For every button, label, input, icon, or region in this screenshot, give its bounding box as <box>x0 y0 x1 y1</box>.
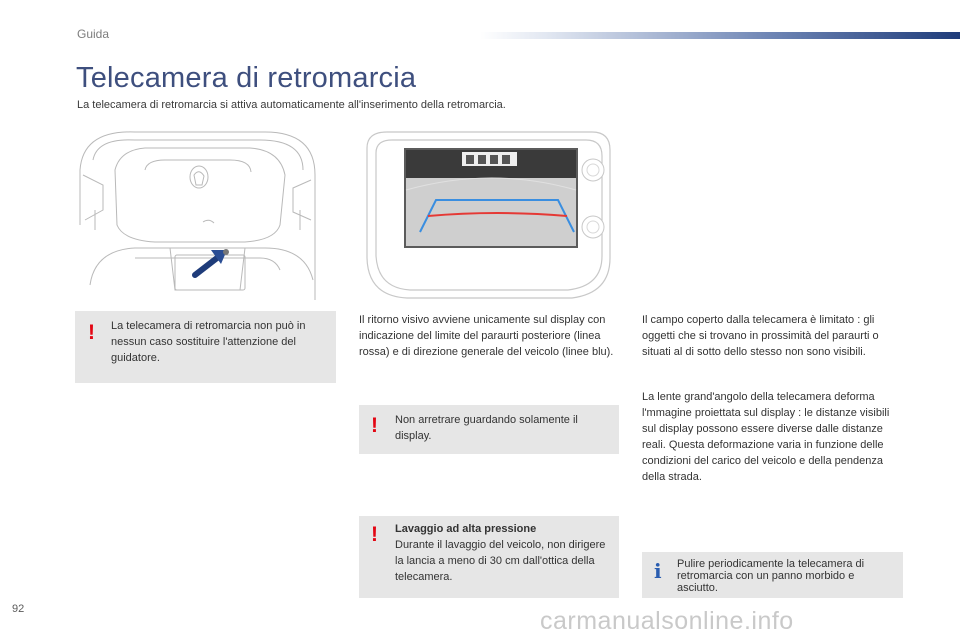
warning-heading: Lavaggio ad alta pressione <box>395 523 537 535</box>
info-icon: i <box>654 559 662 583</box>
paragraph-wide-angle-lens: La lente grand'angolo della telecamera deforma l'mmagine proiettata sul display : le distanze visibili sul display possono essere diverse dalle distanze reali. Questa deformazione varia in funzione delle condizioni del carico del veicolo e della pendenza della strada. <box>642 391 890 483</box>
car-rear-illustration <box>75 130 320 305</box>
page-title: Telecamera di retromarcia <box>76 62 417 94</box>
page-number: 92 <box>12 603 25 615</box>
warning-text: Non arretrare guardando solamente il display. <box>395 414 578 442</box>
warning-box-attention <box>75 311 336 383</box>
watermark: carmanualsonline.info <box>540 607 794 635</box>
warning-box-display <box>359 405 619 454</box>
warning-text: Durante il lavaggio del veicolo, non dirigere la lancia a meno di 30 cm dall'ottica della telecamera. <box>395 539 606 583</box>
warning-icon: ! <box>371 523 378 546</box>
paragraph-display-guides: Il ritorno visivo avviene unicamente sul display con indicazione del limite del paraurti posteriore (linea rossa) e di direzione generale del veicolo (linee blu). <box>359 314 614 358</box>
info-text: Pulire periodicamente la telecamera di retromarcia con un panno morbido e asciutto. <box>677 558 865 594</box>
section-label: Guida <box>77 27 110 41</box>
paragraph-camera-field: Il campo coperto dalla telecamera è limitato : gli oggetti che si trovano in prossimità del paraurti o situati al di sotto dello stesso non sono visibili. <box>642 314 879 358</box>
warning-icon: ! <box>371 414 378 437</box>
intro-text: La telecamera di retromarcia si attiva automaticamente all'inserimento della retromarcia. <box>77 99 506 111</box>
warning-content <box>395 521 611 585</box>
display-illustration <box>362 128 614 303</box>
warning-icon: ! <box>88 321 95 344</box>
warning-text: La telecamera di retromarcia non può in nessun caso sostituire l'attenzione del guidatore. <box>111 320 306 364</box>
info-box-cleaning <box>642 552 903 598</box>
header-bar <box>480 32 960 39</box>
warning-box-pressure-wash <box>359 516 619 598</box>
